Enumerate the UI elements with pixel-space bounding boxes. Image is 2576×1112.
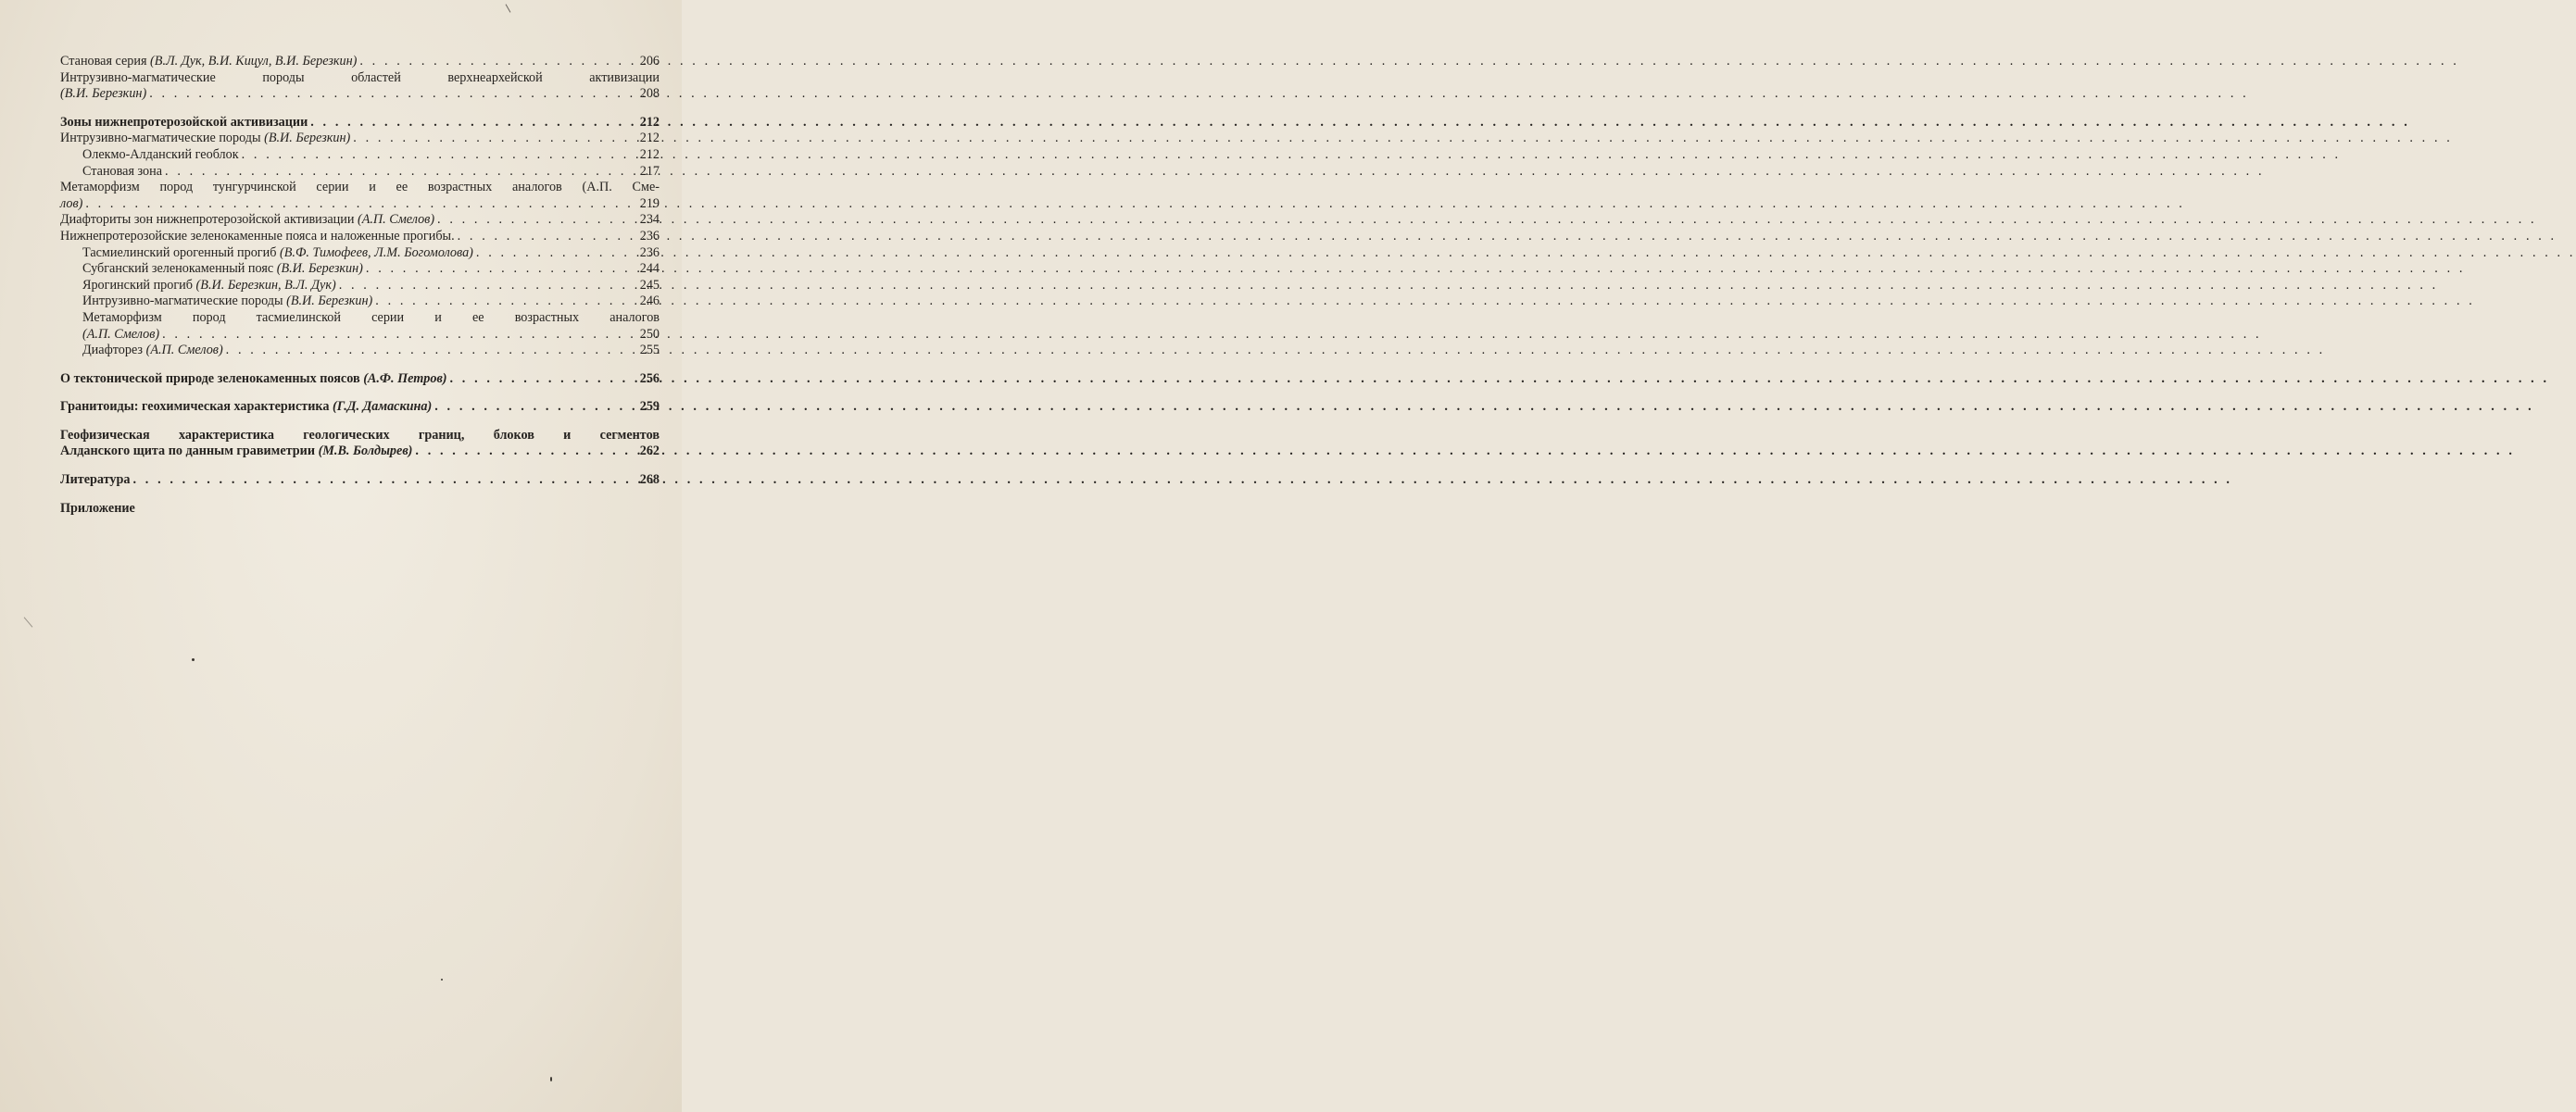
toc-entry-title: Ярогинский прогиб (В.И. Березкин, В.Л. Дук): [82, 277, 336, 293]
toc-entry: [60, 501, 660, 518]
toc-page-number: 246: [639, 294, 660, 309]
toc-entry-title: Интрузивно-магматические породы (В.И. Березкин): [60, 131, 351, 146]
toc-entry: [60, 310, 660, 343]
leader-dots: [226, 343, 632, 359]
toc-entry: [60, 428, 660, 460]
leader-dots: [85, 196, 632, 213]
toc-entry: [60, 54, 660, 70]
document-page: [0, 0, 682, 1112]
toc-entry-authors: (В.И. Березкин): [286, 294, 373, 309]
toc-entry: [60, 371, 660, 388]
toc-entry-title: Метаморфизм пород тунгурчинской серии и ее возрастных аналогов (А.П. Сме-: [60, 180, 660, 195]
toc-entry: [60, 131, 660, 147]
toc-page-number: 212: [639, 114, 660, 130]
leader-dots: [476, 245, 632, 262]
toc-page-number: 234: [639, 212, 660, 228]
toc-entry: [60, 212, 660, 229]
toc-entry: [60, 472, 660, 489]
toc-page-number: 208: [639, 86, 660, 102]
leader-dots: [242, 147, 632, 164]
toc-entry: [60, 343, 660, 359]
paper-speck: [550, 1077, 552, 1081]
toc-entry-title: Интрузивно-магматические породы областей верхнеархейской активизации: [60, 69, 660, 85]
toc-entry-authors: (В.Ф. Тимофеев, Л.М. Богомолова): [280, 244, 473, 260]
toc-entry: [60, 261, 660, 278]
toc-entry: [60, 294, 660, 310]
leader-dots: [450, 371, 632, 388]
toc-entry: [60, 229, 660, 245]
toc-page-number: 250: [639, 326, 660, 342]
leader-dots: [359, 54, 632, 70]
toc-entry: [60, 164, 660, 181]
toc-entry-authors: (В.И. Березкин): [276, 261, 363, 277]
toc-page-number: 219: [639, 195, 660, 211]
leader-dots: [415, 444, 632, 460]
leader-dots: [133, 472, 633, 489]
scan-mark: [506, 4, 511, 12]
toc-entry-title-continued: лов): [60, 195, 83, 211]
leader-dots: [353, 131, 632, 147]
toc-page-number: 212: [639, 131, 660, 146]
toc-entry: [60, 147, 660, 164]
toc-entry-title: Гранитоиды: геохимическая характеристика (Г.Д. Дамаскина): [60, 399, 433, 415]
toc-page-number: 245: [639, 277, 660, 293]
toc-entry-authors: (А.П. Смелов): [82, 326, 160, 342]
toc-entry-title: Становая зона: [82, 163, 163, 179]
toc-entry-title: Диафторез (А.П. Смелов): [82, 343, 223, 358]
toc-entry-title: О тектонической природе зеленокаменных поясов (А.Ф. Петров): [60, 370, 447, 386]
toc-entry-title: Диафториты зон нижнепротерозойской активизации (А.П. Смелов): [60, 212, 435, 228]
leader-dots: [165, 164, 632, 181]
leader-dots: [149, 86, 632, 103]
toc-entry-title: Приложение: [60, 500, 135, 516]
toc-entry-title: Становая серия (В.Л. Дук, В.И. Кицул, В.И. Березкин): [60, 54, 358, 69]
toc-entry-title: Олекмо-Алданский геоблок: [82, 146, 239, 162]
leader-dots: [437, 212, 632, 229]
toc-page-number: 268: [639, 472, 660, 488]
toc-page-number: 212: [639, 146, 660, 162]
toc-entry-title: Тасмиелинский орогенный прогиб (В.Ф. Тимофеев, Л.М. Богомолова): [82, 244, 473, 260]
toc-page-number: 206: [639, 54, 660, 69]
paper-speck: [192, 658, 195, 661]
leader-dots: [339, 278, 632, 294]
toc-entry-authors: (М.В. Болдырев): [318, 444, 413, 459]
toc-entry: [60, 115, 660, 131]
toc-entry-title: Нижнепротерозойские зеленокаменные пояса и наложенные прогибы.: [60, 228, 455, 244]
leader-dots: [375, 294, 632, 310]
toc-entry: [60, 399, 660, 416]
toc-page-number: 259: [639, 399, 660, 415]
toc-entry: [60, 180, 660, 212]
toc-entry-authors: (В.Л. Дук, В.И. Кицул, В.И. Березкин): [150, 54, 358, 69]
toc-entry-authors: (А.Ф. Петров): [363, 370, 447, 386]
toc-entry-authors: (В.И. Березкин, В.Л. Дук): [195, 277, 336, 293]
toc-entry-title: Субганский зеленокаменный пояс (В.И. Березкин): [82, 261, 363, 277]
toc-entry: [60, 70, 660, 103]
toc-entry-authors: (Г.Д. Дамаскина): [333, 399, 433, 415]
toc-entry-authors: (А.П. Смелов): [357, 212, 435, 228]
table-of-contents: [60, 54, 660, 517]
leader-dots: [434, 399, 632, 416]
toc-entry-authors: (В.И. Березкин): [264, 131, 351, 146]
toc-page-number: 256: [639, 370, 660, 386]
leader-dots: [162, 327, 632, 344]
leader-dots: [458, 229, 632, 245]
toc-entry-title: Зоны нижнепротерозойской активизации: [60, 114, 308, 130]
scan-mark: [24, 617, 33, 627]
toc-entry-authors: (В.И. Березкин): [60, 86, 147, 102]
toc-entry: [60, 245, 660, 262]
toc-page-number: 255: [639, 343, 660, 358]
toc-page-number: 236: [639, 228, 660, 244]
toc-entry-title: Литература: [60, 472, 131, 488]
leader-dots: [366, 261, 632, 278]
toc-entry-title: Интрузивно-магматические породы (В.И. Березкин): [82, 294, 373, 309]
toc-entry-title-continued: Алданского щита по данным гравиметрии: [60, 444, 319, 459]
toc-entry-title: Метаморфизм пород тасмиелинской серии и ее возрастных аналогов: [82, 309, 660, 325]
toc-page-number: 262: [639, 444, 660, 459]
toc-page-number: 217: [639, 163, 660, 179]
toc-page-number: 244: [639, 261, 660, 277]
leader-dots: [310, 115, 632, 131]
toc-page-number: 236: [639, 244, 660, 260]
paper-speck: [441, 979, 443, 981]
toc-entry-title: Геофизическая характеристика геологических границ, блоков и сегментов: [60, 427, 660, 443]
toc-entry-authors: (А.П. Смелов): [145, 343, 223, 358]
toc-entry: [60, 278, 660, 294]
